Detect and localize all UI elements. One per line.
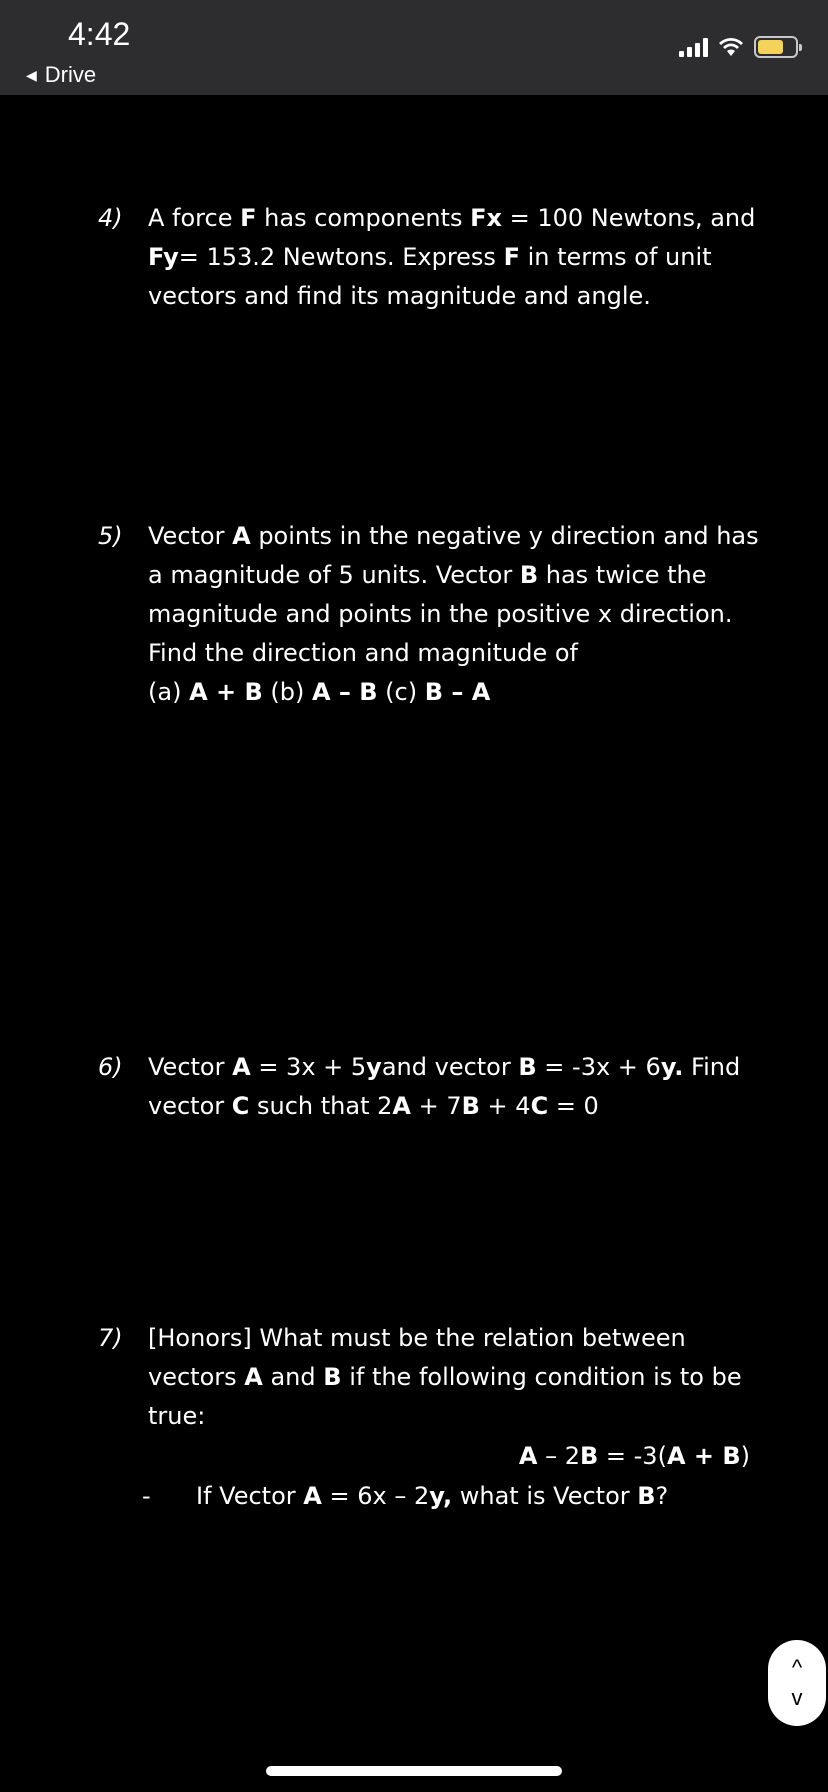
question-4: [98, 199, 778, 316]
question-7: [98, 1319, 778, 1436]
page-navigation: [768, 1640, 826, 1726]
question-line: A force F has components Fx = 100 Newtons, and: [148, 204, 756, 232]
question-number: 5): [98, 522, 123, 550]
question-line: Find the direction and magnitude of: [148, 639, 578, 667]
question-line: Vector A points in the negative y direction and has: [148, 522, 759, 550]
page-down-icon[interactable]: v: [791, 1685, 803, 1710]
page-up-icon[interactable]: ^: [791, 1655, 803, 1680]
question-line: a magnitude of 5 units. Vector B has twice the: [148, 561, 707, 589]
question-line: [Honors] What must be the relation between: [148, 1324, 686, 1352]
question-line: true:: [148, 1402, 206, 1430]
question-number: 7): [98, 1324, 123, 1352]
question-line: magnitude and points in the positive x direction.: [148, 600, 733, 628]
sub-question: If Vector A = 6x – 2y, what is Vector B?: [196, 1482, 669, 1510]
home-indicator[interactable]: [266, 1766, 562, 1776]
question-number: 4): [98, 204, 123, 232]
question-6: [98, 1048, 778, 1126]
back-label: Drive: [44, 62, 97, 87]
question-line: (a) A + B (b) A – B (c) B – A: [148, 678, 491, 706]
question-line: vectors A and B if the following condition is to be: [148, 1363, 742, 1391]
condition-equation: A – 2B = -3(A + B): [518, 1442, 750, 1470]
question-line: Fy= 153.2 Newtons. Express F in terms of unit: [148, 243, 712, 271]
back-triangle-icon: ◀: [26, 66, 37, 83]
question-line: vector C such that 2A + 7B + 4C = 0: [148, 1092, 599, 1120]
clock: 4:42: [68, 16, 131, 52]
question-5: [98, 517, 778, 712]
list-bullet: -: [142, 1482, 151, 1510]
question-line: Vector A = 3x + 5yand vector B = -3x + 6y. Find: [148, 1053, 741, 1081]
question-line: vectors and find its magnitude and angle.: [148, 282, 651, 310]
question-number: 6): [98, 1053, 123, 1081]
